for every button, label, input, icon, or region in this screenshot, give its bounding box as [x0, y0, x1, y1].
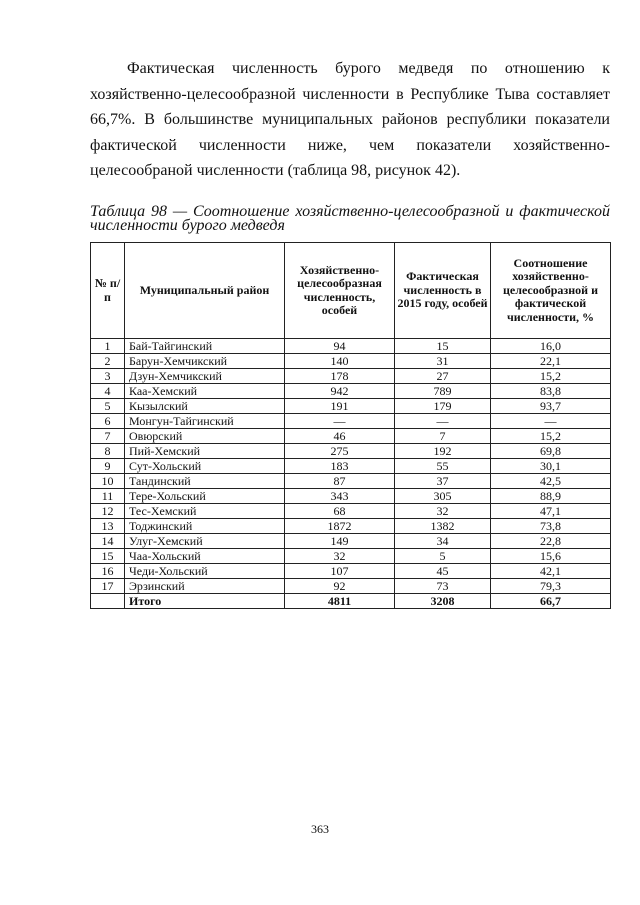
cell-district: Дзун-Хемчикский [125, 369, 285, 384]
cell-actual: 7 [395, 429, 491, 444]
cell-actual: 789 [395, 384, 491, 399]
cell-ratio: — [491, 414, 611, 429]
cell-ratio: 22,1 [491, 354, 611, 369]
cell-ratio: 16,0 [491, 339, 611, 354]
table-row [91, 369, 611, 384]
cell-district: Кызылский [125, 399, 285, 414]
cell-ratio: 42,5 [491, 474, 611, 489]
total-cell-actual: 3208 [395, 594, 491, 609]
cell-target: 140 [285, 354, 395, 369]
cell-actual: 15 [395, 339, 491, 354]
cell-num: 16 [91, 564, 125, 579]
body-paragraph: Фактическая численность бурого медведя по отношению к хозяйственно-целесообразной численности в Республике Тыва составляет 66,7%. В большинстве муниципальных районов республики показатели фактической численности ниже, чем показатели хозяйственно-целесообраной численности (таблица 98, рисунок 42). [90, 60, 610, 179]
cell-district: Чаа-Хольский [125, 549, 285, 564]
cell-target: 149 [285, 534, 395, 549]
table-total-row [91, 594, 611, 609]
cell-district: Барун-Хемчикский [125, 354, 285, 369]
cell-ratio: 15,6 [491, 549, 611, 564]
table-caption: Таблица 98 — Соотношение хозяйственно-целесообразной и фактической численности бурого медведя [90, 203, 610, 234]
cell-target: — [285, 414, 395, 429]
cell-target: 68 [285, 504, 395, 519]
cell-ratio: 15,2 [491, 369, 611, 384]
cell-num: 4 [91, 384, 125, 399]
table-row [91, 384, 611, 399]
total-cell-target: 4811 [285, 594, 395, 609]
cell-target: 87 [285, 474, 395, 489]
cell-target: 183 [285, 459, 395, 474]
cell-ratio: 83,8 [491, 384, 611, 399]
table-row [91, 564, 611, 579]
cell-ratio: 22,8 [491, 534, 611, 549]
table-row [91, 339, 611, 354]
cell-actual: 1382 [395, 519, 491, 534]
cell-actual: 45 [395, 564, 491, 579]
cell-num: 2 [91, 354, 125, 369]
cell-num: 15 [91, 549, 125, 564]
cell-target: 92 [285, 579, 395, 594]
cell-district: Улуг-Хемский [125, 534, 285, 549]
table-row [91, 459, 611, 474]
cell-ratio: 69,8 [491, 444, 611, 459]
cell-district: Тес-Хемский [125, 504, 285, 519]
cell-num: 14 [91, 534, 125, 549]
table-row [91, 519, 611, 534]
cell-district: Тандинский [125, 474, 285, 489]
total-cell-num [91, 594, 125, 609]
table-row [91, 489, 611, 504]
cell-num: 1 [91, 339, 125, 354]
table-row [91, 474, 611, 489]
cell-num: 11 [91, 489, 125, 504]
cell-actual: 5 [395, 549, 491, 564]
total-cell-district: Итого [125, 594, 285, 609]
cell-actual: 34 [395, 534, 491, 549]
cell-target: 178 [285, 369, 395, 384]
cell-target: 275 [285, 444, 395, 459]
cell-actual: — [395, 414, 491, 429]
table-row [91, 549, 611, 564]
cell-ratio: 47,1 [491, 504, 611, 519]
header-district: Муниципальный район [125, 243, 285, 339]
cell-target: 191 [285, 399, 395, 414]
cell-district: Эрзинский [125, 579, 285, 594]
cell-num: 17 [91, 579, 125, 594]
header-target: Хозяйственно-целесообразная численность, особей [285, 243, 395, 339]
cell-district: Монгун-Тайгинский [125, 414, 285, 429]
cell-actual: 27 [395, 369, 491, 384]
total-cell-ratio: 66,7 [491, 594, 611, 609]
cell-num: 3 [91, 369, 125, 384]
cell-district: Бай-Тайгинский [125, 339, 285, 354]
page-number: 363 [311, 822, 329, 836]
cell-actual: 37 [395, 474, 491, 489]
cell-actual: 179 [395, 399, 491, 414]
cell-num: 8 [91, 444, 125, 459]
cell-ratio: 93,7 [491, 399, 611, 414]
table-header-row [91, 243, 611, 339]
table-row [91, 579, 611, 594]
cell-ratio: 42,1 [491, 564, 611, 579]
cell-ratio: 30,1 [491, 459, 611, 474]
cell-district: Чеди-Хольский [125, 564, 285, 579]
table-row [91, 354, 611, 369]
table-row [91, 429, 611, 444]
cell-district: Пий-Хемский [125, 444, 285, 459]
header-num: № п/п [91, 243, 125, 339]
cell-ratio: 73,8 [491, 519, 611, 534]
cell-target: 1872 [285, 519, 395, 534]
cell-district: Тере-Хольский [125, 489, 285, 504]
table-row [91, 534, 611, 549]
cell-target: 94 [285, 339, 395, 354]
cell-target: 107 [285, 564, 395, 579]
cell-actual: 192 [395, 444, 491, 459]
cell-ratio: 15,2 [491, 429, 611, 444]
cell-district: Овюрский [125, 429, 285, 444]
cell-district: Тоджинский [125, 519, 285, 534]
table-row [91, 414, 611, 429]
cell-num: 13 [91, 519, 125, 534]
cell-target: 32 [285, 549, 395, 564]
cell-actual: 73 [395, 579, 491, 594]
cell-num: 5 [91, 399, 125, 414]
table-row [91, 444, 611, 459]
table-row [91, 504, 611, 519]
header-ratio: Соотношение хозяйственно-целесообразной и фактической численности, % [491, 243, 611, 339]
cell-target: 343 [285, 489, 395, 504]
cell-actual: 32 [395, 504, 491, 519]
cell-num: 6 [91, 414, 125, 429]
table-row [91, 399, 611, 414]
cell-num: 12 [91, 504, 125, 519]
cell-target: 942 [285, 384, 395, 399]
cell-ratio: 79,3 [491, 579, 611, 594]
cell-target: 46 [285, 429, 395, 444]
cell-ratio: 88,9 [491, 489, 611, 504]
cell-num: 10 [91, 474, 125, 489]
cell-district: Каа-Хемский [125, 384, 285, 399]
header-actual: Фактическая численность в 2015 году, особей [395, 243, 491, 339]
cell-num: 7 [91, 429, 125, 444]
cell-num: 9 [91, 459, 125, 474]
cell-district: Сут-Хольский [125, 459, 285, 474]
cell-actual: 55 [395, 459, 491, 474]
cell-actual: 31 [395, 354, 491, 369]
cell-actual: 305 [395, 489, 491, 504]
bear-population-table [90, 242, 611, 609]
